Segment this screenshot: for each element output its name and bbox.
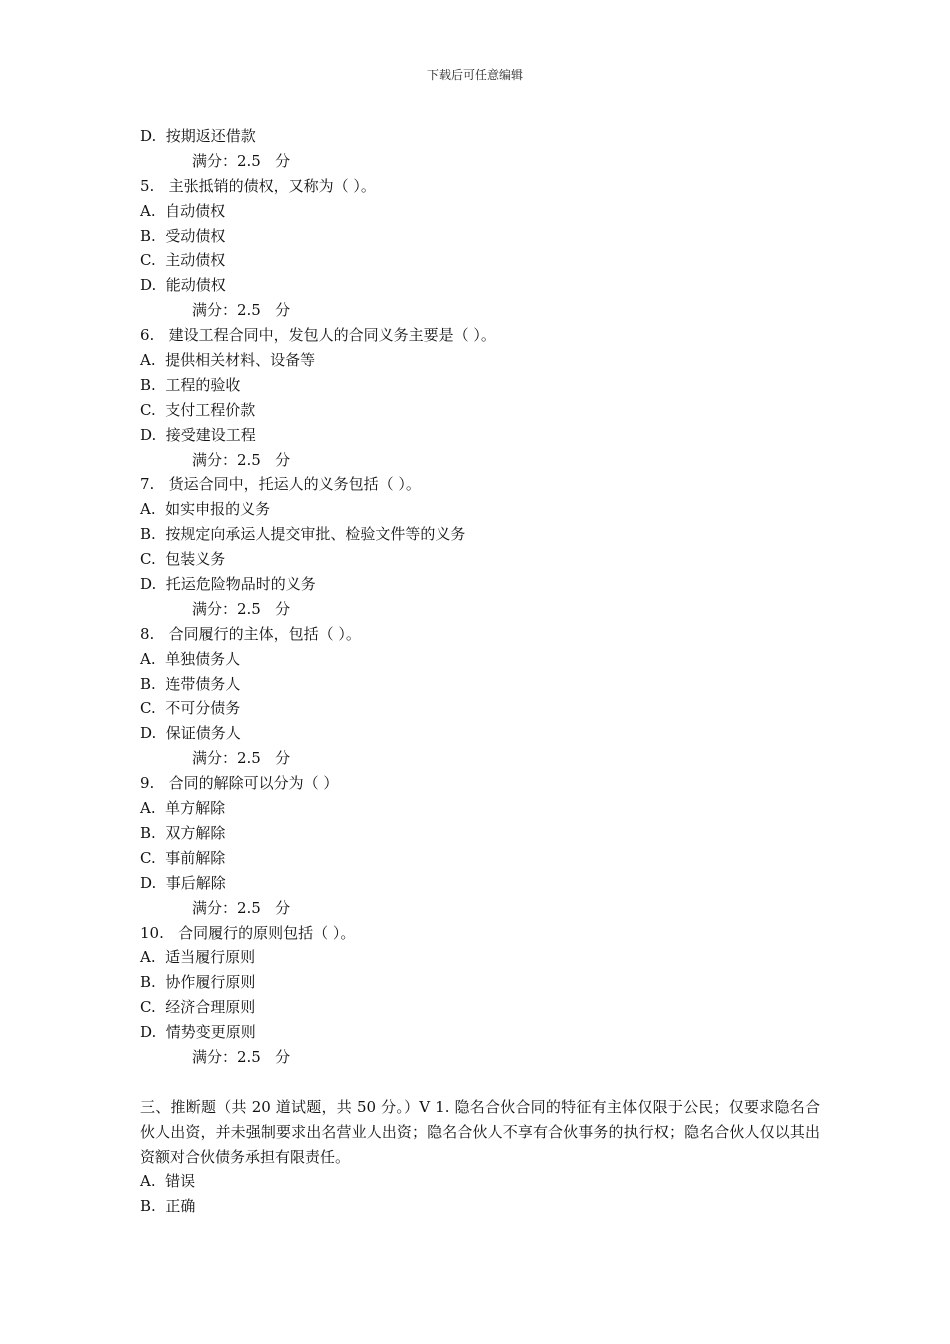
answer-option: D. 事后解除 [140, 873, 226, 892]
answer-option: A. 单方解除 [140, 799, 226, 818]
score-line: 满分：2.5 分 [192, 749, 291, 768]
question-stem: 5. 主张抵销的债权，又称为（ ）。 [140, 176, 376, 195]
score-line: 满分：2.5 分 [192, 599, 291, 618]
answer-option: C. 支付工程价款 [140, 400, 256, 419]
section3-option-a: A. 错误 [140, 1172, 196, 1191]
section3-option-b: B. 正确 [140, 1197, 196, 1216]
answer-option: A. 单独债务人 [140, 649, 241, 668]
question-lines [140, 124, 820, 1070]
section3-paragraph: 三、推断题（共 20 道试题，共 50 分。）V 1. 隐名合伙合同的特征有主体仅限于公民；仅要求隐名合伙人出资，并未强制要求出名营业人出资；隐名合伙人不享有合伙事务的执行权；隐名合伙人仅以其出资额对合伙债务承担有限责任。 [140, 1097, 820, 1166]
answer-option: B. 连带债务人 [140, 674, 241, 693]
answer-option: B. 按规定向承运人提交审批、检验文件等的义务 [140, 525, 466, 544]
answer-option: D. 情势变更原则 [140, 1023, 256, 1042]
question-stem: 6. 建设工程合同中，发包人的合同义务主要是（ ）。 [140, 326, 496, 345]
answer-option: C. 主动债权 [140, 251, 226, 270]
answer-option: B. 工程的验收 [140, 375, 241, 394]
answer-option: D. 托运危险物品时的义务 [140, 575, 316, 594]
score-line: 满分：2.5 分 [192, 450, 291, 469]
answer-option: A. 自动债权 [140, 201, 226, 220]
answer-option: C. 事前解除 [140, 848, 226, 867]
score-line: 满分：2.5 分 [192, 898, 291, 917]
section-gap [140, 1070, 820, 1095]
page-header: 下载后可任意编辑 [426, 68, 523, 82]
answer-option: B. 受动债权 [140, 226, 226, 245]
answer-option: D. 按期返还借款 [140, 127, 256, 145]
answer-option: D. 接受建设工程 [140, 425, 256, 444]
score-line: 满分：2.5 分 [192, 301, 291, 320]
question-stem: 8. 合同履行的主体，包括（ ）。 [140, 624, 361, 643]
question-content [140, 124, 820, 1219]
answer-option: A. 提供相关材料、设备等 [140, 351, 316, 370]
answer-option: A. 适当履行原则 [140, 948, 256, 967]
answer-option: C. 不可分债务 [140, 699, 241, 718]
answer-option: D. 保证债务人 [140, 724, 241, 743]
score-line: 满分：2.5 分 [192, 151, 291, 170]
answer-option: D. 能动债权 [140, 276, 226, 295]
question-stem: 9. 合同的解除可以分为（ ） [140, 774, 339, 793]
question-stem: 10. 合同履行的原则包括（ ）。 [140, 923, 356, 942]
answer-option: B. 双方解除 [140, 823, 226, 842]
answer-option: C. 经济合理原则 [140, 998, 256, 1017]
score-line: 满分：2.5 分 [192, 1047, 291, 1066]
answer-option: B. 协作履行原则 [140, 973, 256, 992]
answer-option: A. 如实申报的义务 [140, 500, 271, 519]
question-stem: 7. 货运合同中，托运人的义务包括（ ）。 [140, 475, 421, 494]
answer-option: C. 包装义务 [140, 550, 226, 569]
